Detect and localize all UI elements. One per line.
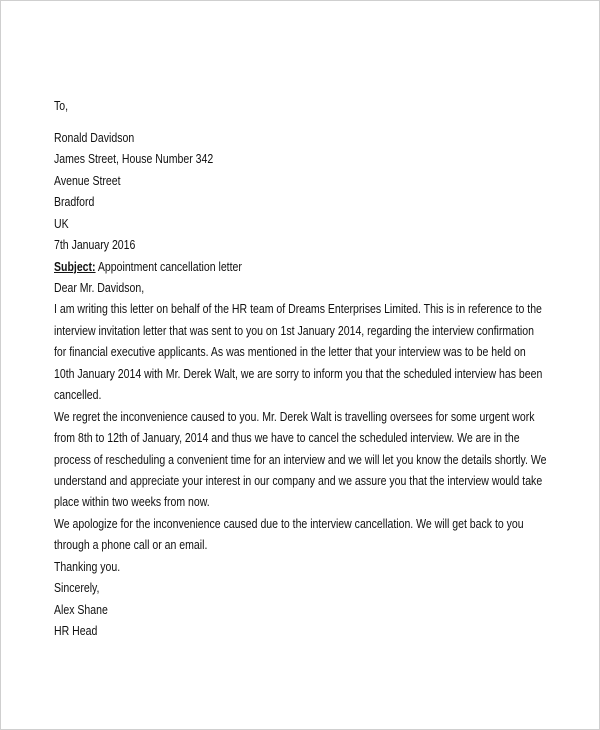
body-line: through a phone call or an email. <box>54 537 208 553</box>
body-line: understand and appreciate your interest in our company and we assure you that the interview would take <box>54 472 543 488</box>
body-line: for financial executive applicants. As was mentioned in the letter that your interview was to be held on <box>54 344 526 360</box>
body-line: cancelled. <box>54 387 102 403</box>
signer-name: Alex Shane <box>54 601 108 617</box>
spacer <box>54 116 556 127</box>
letter-date: 7th January 2016 <box>54 237 136 253</box>
signer-title: HR Head <box>54 623 98 638</box>
body-line: from 8th to 12th of January, 2014 and thus we have to cancel the scheduled interview. We are in the <box>54 430 520 446</box>
address-line: Avenue Street <box>54 172 121 188</box>
to-line: To, <box>54 98 69 113</box>
address-line: Bradford <box>54 194 95 210</box>
closing-line: Sincerely, <box>54 580 100 596</box>
subject-line <box>54 256 556 277</box>
greeting: Dear Mr. Davidson, <box>54 280 145 295</box>
body-line: process of rescheduling a convenient time for an interview and we will let you know the details shortly. We <box>54 451 547 467</box>
recipient-name: Ronald Davidson <box>54 129 135 145</box>
address-line: UK <box>54 215 69 231</box>
subject-label: Subject: <box>54 258 96 274</box>
closing-line: Thanking you. <box>54 558 121 574</box>
body-line: We regret the inconvenience caused to you. Mr. Derek Walt is travelling oversees for some urgent work <box>54 408 535 424</box>
subject-text: Appointment cancellation letter <box>95 258 242 274</box>
body-line: place within two weeks from now. <box>54 494 210 510</box>
body-line: We apologize for the inconvenience caused due to the interview cancellation. We will get back to you <box>54 515 524 531</box>
body-line: 10th January 2014 with Mr. Derek Walt, we are sorry to inform you that the scheduled interview has been <box>54 365 543 381</box>
body-line: interview invitation letter that was sent to you on 1st January 2014, regarding the interview confirmation <box>54 322 534 338</box>
address-line: James Street, House Number 342 <box>54 151 214 167</box>
body-line: I am writing this letter on behalf of the HR team of Dreams Enterprises Limited. This is in reference to the <box>54 301 542 317</box>
letter-body <box>54 95 556 641</box>
